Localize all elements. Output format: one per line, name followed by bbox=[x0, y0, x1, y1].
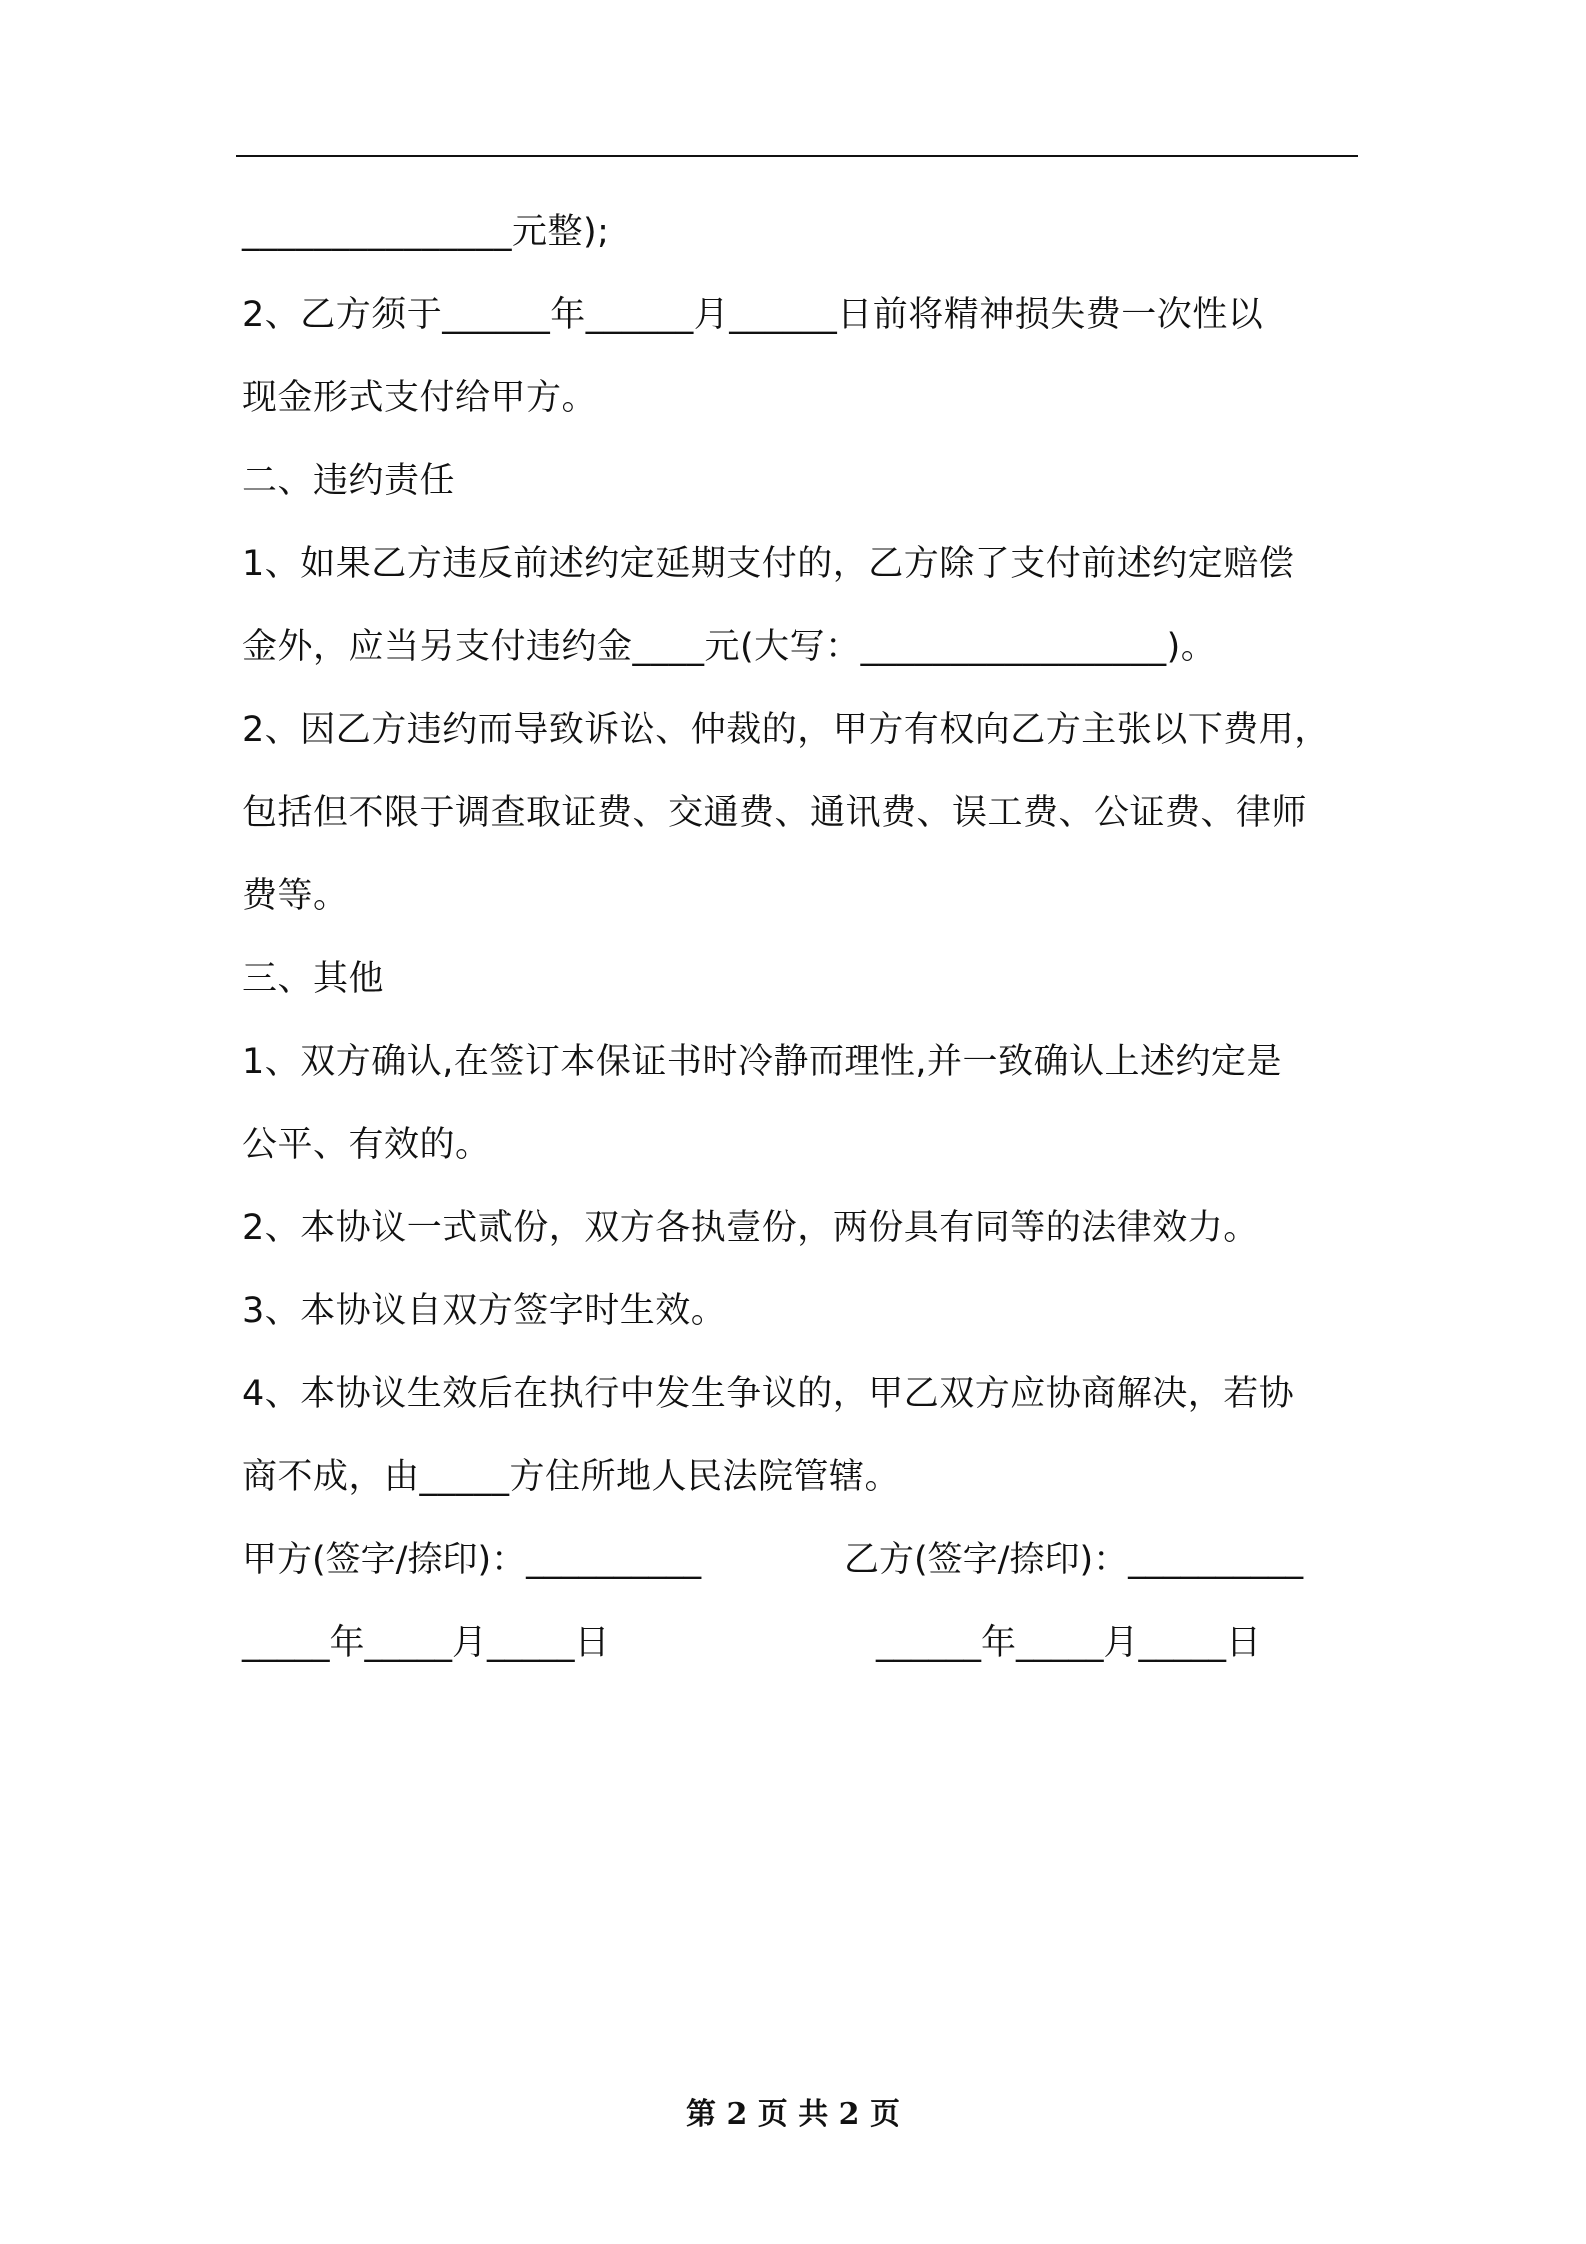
header-rule bbox=[236, 155, 1358, 157]
text-line-11: 1、双方确认,在签订本保证书时冷静而理性,并一致确认上述约定是 bbox=[242, 1042, 1283, 1082]
text-line-16: 商不成，由_____方住所地人民法院管辖。 bbox=[242, 1457, 901, 1497]
text-line-12: 公平、有效的。 bbox=[242, 1125, 491, 1165]
text-line-3: 现金形式支付给甲方。 bbox=[242, 378, 598, 418]
party-a-date: _____年_____月_____日 bbox=[242, 1623, 610, 1663]
text-line-13: 2、本协议一式贰份，双方各执壹份，两份具有同等的法律效力。 bbox=[242, 1208, 1259, 1248]
text-line-1: _______________元整); bbox=[242, 212, 610, 252]
text-line-14: 3、本协议自双方签字时生效。 bbox=[242, 1291, 727, 1331]
party-a-signature: 甲方(签字/捺印)：__________ bbox=[242, 1540, 702, 1580]
text-line-6: 金外，应当另支付违约金____元(大写：_________________)。 bbox=[242, 627, 1217, 667]
party-b-signature: 乙方(签字/捺印)：__________ bbox=[844, 1540, 1304, 1580]
text-line-8: 包括但不限于调查取证费、交通费、通讯费、误工费、公证费、律师 bbox=[242, 793, 1308, 833]
page-number-footer: 第 2 页 共 2 页 bbox=[686, 2097, 900, 2132]
party-b-date: ______年_____月_____日 bbox=[876, 1623, 1262, 1663]
text-line-5: 1、如果乙方违反前述约定延期支付的，乙方除了支付前述约定赔偿 bbox=[242, 544, 1295, 584]
text-line-2: 2、乙方须于______年______月______日前将精神损失费一次性以 bbox=[242, 295, 1264, 335]
text-line-15: 4、本协议生效后在执行中发生争议的，甲乙双方应协商解决，若协 bbox=[242, 1374, 1295, 1414]
section-heading-breach: 二、违约责任 bbox=[242, 461, 456, 501]
text-line-9: 费等。 bbox=[242, 876, 349, 916]
section-heading-other: 三、其他 bbox=[242, 959, 385, 999]
text-line-7: 2、因乙方违约而导致诉讼、仲裁的，甲方有权向乙方主张以下费用， bbox=[242, 710, 1330, 750]
